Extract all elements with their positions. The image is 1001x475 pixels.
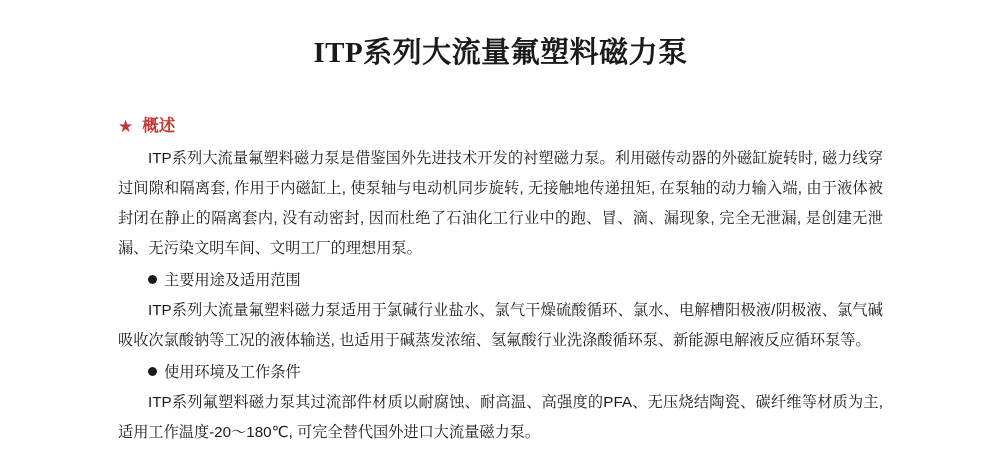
- section-heading-label: 使用环境及工作条件: [164, 364, 301, 382]
- section-operating-conditions: [118, 358, 883, 448]
- document-body: [0, 115, 1001, 448]
- section-heading-applications: [118, 266, 883, 296]
- section-heading-operating-conditions: [118, 358, 883, 388]
- star-icon: ★: [118, 117, 134, 137]
- paragraph-applications: ITP系列大流量氟塑料磁力泵适用于氯碱行业盐水、氯气干燥硫酸循环、氯水、电解槽阳极液/阴极液、氯气碱吸收次氯酸钠等工况的液体输送, 也适用于碱蒸发浓缩、氢氟酸行业洗涤酸循环泵、新能源电解液反应循环泵等。: [118, 302, 883, 350]
- dot-bullet-icon: [148, 275, 157, 284]
- paragraph-overview: ITP系列大流量氟塑料磁力泵是借鉴国外先进技术开发的衬塑磁力泵。利用磁传动器的外磁缸旋转时, 磁力线穿过间隙和隔离套, 作用于内磁缸上, 使泵轴与电动机同步旋转, 无接触地传递扭矩, 在泵轴的动力输入端, 由于液体被封闭在静止的隔离套内, 没有动密封, 因而杜绝了石油化工行业中的跑、冒、滴、漏现象, 完全无泄漏, 是创建无泄漏、无污染文明车间、文明工厂的理想用泵。: [118, 150, 883, 258]
- dot-bullet-icon: [148, 367, 157, 376]
- section-heading-overview: [118, 115, 883, 138]
- paragraph-operating-conditions: ITP系列氟塑料磁力泵其过流部件材质以耐腐蚀、耐高温、高强度的PFA、无压烧结陶瓷、碳纤维等材质为主, 适用工作温度-20～180℃, 可完全替代国外进口大流量磁力泵。: [118, 394, 883, 442]
- section-overview: [118, 115, 883, 264]
- section-applications: [118, 266, 883, 356]
- section-heading-label: 概述: [142, 117, 176, 135]
- section-heading-label: 主要用途及适用范围: [164, 272, 301, 290]
- page-title: ITP系列大流量氟塑料磁力泵: [313, 37, 688, 69]
